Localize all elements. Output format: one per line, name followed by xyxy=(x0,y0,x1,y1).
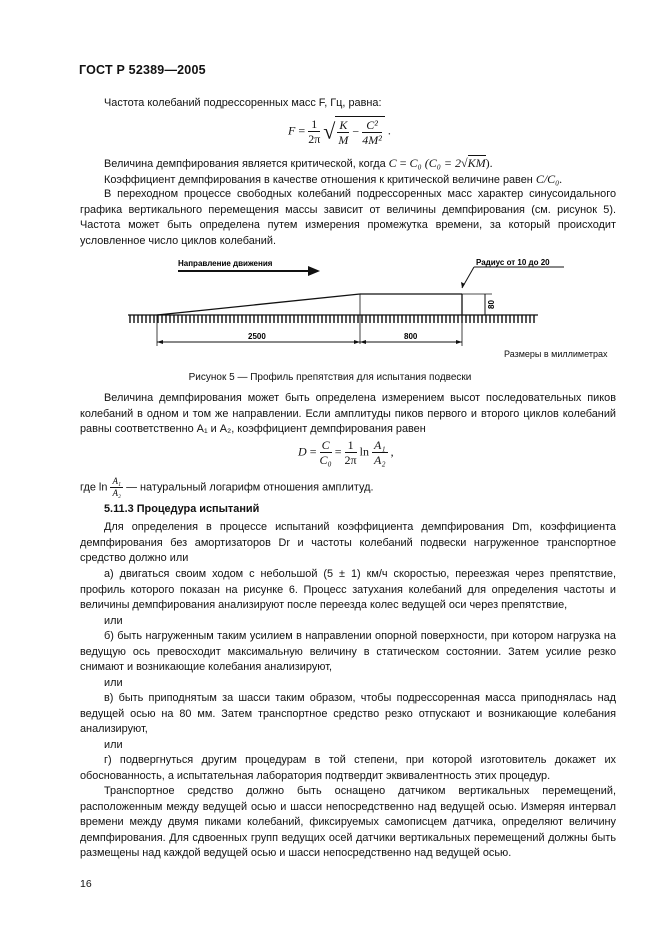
frac-denominator: 2π xyxy=(344,453,357,467)
frac-numerator: A₁ xyxy=(374,438,386,452)
len2-label: 800 xyxy=(404,332,418,341)
formula-comma: , xyxy=(390,444,394,459)
sqrt-body xyxy=(335,116,384,147)
sqrt-sign-icon: √ xyxy=(461,156,468,170)
fraction-k-over-m xyxy=(337,118,349,147)
formula-equals-2: = xyxy=(334,444,342,459)
direction-label: Направление движения xyxy=(178,259,273,268)
formula-period: . xyxy=(387,123,391,138)
frac-denominator: A₂ xyxy=(112,488,122,498)
paragraph-ln-definition xyxy=(80,476,373,499)
height-label: 80 xyxy=(487,300,496,309)
frac-denominator: C₀ xyxy=(319,453,332,467)
len1-label: 2500 xyxy=(248,332,266,341)
or-separator-3: или xyxy=(104,739,123,751)
frac-numerator: 1 xyxy=(345,438,357,453)
formula-equals: = xyxy=(309,444,317,459)
paragraph-sensor-requirements: Транспортное средство должно быть оснащено датчиком вертикальных перемещений, расположенным между ведущей осью и шасси непосредственно над ведущей осью. Измеряя интервал времени между двумя пиками колебаний, фиксируемых самописцем датчика, определяют величину демпфирования. Для сдвоенных групп ведущих осей датчики вертикальных перемещений должны быть размещены над каждой ведущей осью и шасси непосредственно над ведущей осью. xyxy=(80,785,616,860)
critical-close: ). xyxy=(485,156,493,170)
len-arrow-right-icon xyxy=(456,340,462,344)
frac-numerator: A₁ xyxy=(112,476,122,486)
critical-var-c: C xyxy=(388,156,397,170)
direction-arrow-head-icon xyxy=(308,266,320,276)
len-arrow-left-icon xyxy=(157,340,163,344)
ln-prefix: где ln xyxy=(80,481,108,494)
frac-denominator: A₂ xyxy=(374,453,386,467)
formula-equals: = xyxy=(298,123,306,138)
dimensions-note: Размеры в миллиметрах xyxy=(504,349,608,359)
list-item-v: в) быть приподнятым за шасси таким образом, чтобы подрессоренная масса приподнялась над ведущей осью на 80 мм. Затем транспортное средство резко отпускают и возникающие колебания анализируют, xyxy=(80,692,616,736)
frac-numerator: C² xyxy=(362,118,382,133)
frac-numerator: K xyxy=(339,118,348,132)
section-number: 5.11.3 xyxy=(104,503,134,515)
page-number: 16 xyxy=(80,878,92,890)
len-arrow-mid-left-icon xyxy=(354,340,360,344)
list-item-a: а) двигаться своим ходом с небольшой (5 ± 1) км/ч скоростью, переезжая через препятствие, профиль которого показан на рисунке 6. Процесс затухания колебаний для определения частоты и величины демпфирования анализируют после переезда колес ведущей оси через препятствие, xyxy=(80,568,616,612)
damping-ratio-text: Коэффициент демпфирования в качестве отношения к критической величине равен xyxy=(104,174,533,186)
ln-definition-text: — натуральный логарифм отношения амплитуд. xyxy=(126,481,374,494)
sqrt-sign-icon: √ xyxy=(323,118,336,144)
fraction-a1-over-a2 xyxy=(372,438,388,467)
figure-obstacle-profile xyxy=(120,258,550,358)
paragraph-critical-damping xyxy=(104,156,493,173)
list-item-g: г) подвергнуться другим процедурам в той степени, при которой изготовитель докажет их обоснованность, а испытательная лаборатория подтвердит эквивалентность этих процедур. xyxy=(80,754,616,782)
radius-label: Радиус от 10 до 20 xyxy=(476,258,550,267)
frac-denominator: 4M² xyxy=(362,133,382,147)
fraction-c-over-c0 xyxy=(320,438,332,467)
fraction-one-over-2pi xyxy=(345,438,357,467)
critical-damping-text: Величина демпфирования является критической, когда xyxy=(104,158,386,170)
frac-numerator: 1 xyxy=(308,117,320,132)
critical-paren: (C₀ = 2 xyxy=(424,156,462,170)
damping-ratio-expr: C/C₀. xyxy=(535,172,563,186)
formula-ln: ln xyxy=(359,444,369,459)
paragraph-frequency-intro: Частота колебаний подрессоренных масс F, Гц, равна: xyxy=(104,97,382,109)
len-arrow-mid-right-icon xyxy=(360,340,366,344)
ground-hatching xyxy=(130,315,534,323)
formula-frequency xyxy=(288,116,391,147)
ramp-slope xyxy=(157,294,360,315)
fraction-one-over-2pi xyxy=(308,117,320,146)
critical-var-c0: C₀ xyxy=(409,156,422,170)
formula-damping xyxy=(298,438,394,467)
section-title: Процедура испытаний xyxy=(136,503,260,515)
critical-km: KM xyxy=(467,156,486,170)
section-heading xyxy=(104,503,259,515)
frac-denominator: M xyxy=(338,133,349,147)
paragraph-damping-measurement: Величина демпфирования может быть определена измерением высот последовательных пиков колебаний в одном и том же направлении. Если амплитуды пиков первого и второго циклов колебаний равны соответственно A₁ и A₂, коэффициент демпфирования равен xyxy=(80,392,616,436)
critical-equals: = xyxy=(399,156,407,170)
fraction-c2-over-4m2 xyxy=(362,118,382,147)
document-header: ГОСТ Р 52389—2005 xyxy=(79,63,206,77)
frac-numerator: C xyxy=(320,438,332,453)
fraction-a1-over-a2-small xyxy=(110,476,123,499)
frac-denominator: 2π xyxy=(308,132,321,146)
list-item-b: б) быть нагруженным таким усилием в направлении опорной поверхности, при котором нагрузка на ведущую ось превосходит максимальную величину в статическом состоянии. Затем усилие резко снимают и возникающие колебания анализируют, xyxy=(80,630,616,674)
paragraph-transient-process: В переходном процессе свободных колебаний подрессоренных масс характер синусоидального графика вертикального перемещения массы зависит от величины демпфирования (см. рисунок 5). Частота может быть определена путем измерения промежутка времени, за который происходит условленное число циклов колебаний. xyxy=(80,188,616,247)
figure-caption: Рисунок 5 — Профиль препятствия для испытания подвески xyxy=(188,372,472,383)
paragraph-procedure-intro: Для определения в процессе испытаний коэффициента демпфирования Dm, коэффициента демпфирования без амортизаторов Dr и частоты колебаний подвески нагруженное транспортное средство должно или xyxy=(80,521,616,565)
formula-var-f: F xyxy=(288,123,296,138)
or-separator-2: или xyxy=(104,677,123,689)
formula-minus: − xyxy=(352,124,360,139)
formula-var-d: D xyxy=(298,444,307,459)
or-separator-1: или xyxy=(104,615,123,627)
